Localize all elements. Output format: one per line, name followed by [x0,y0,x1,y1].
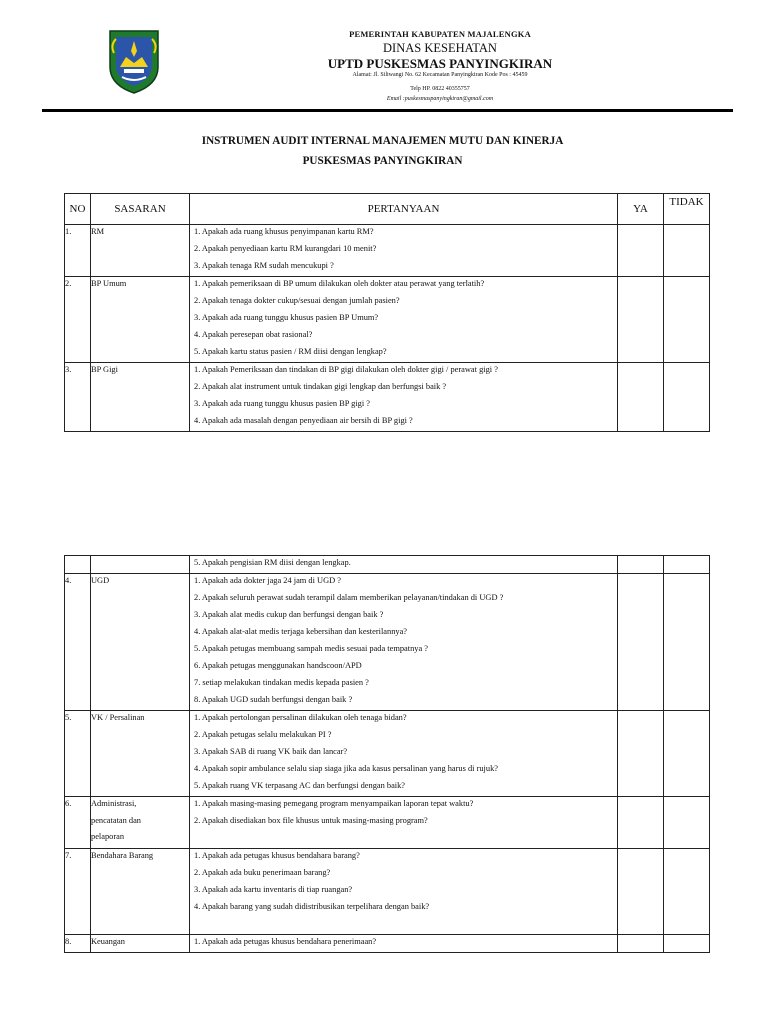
sasaran-cell [91,935,190,953]
row-number: 2. [65,277,91,363]
question-item: 2. Apakah seluruh perawat sudah terampil dalam memberikan pelayanan/tindakan di UGD ? [194,593,504,602]
question-item: 1. Apakah ada ruang khusus penyimpanan kartu RM? [194,227,374,236]
question-item: 2. Apakah tenaga dokter cukup/sesuai dengan jumlah pasien? [194,296,400,305]
question-item: 1. Apakah pemeriksaan di BP umum dilakukan oleh dokter atau perawat yang terlatih? [194,279,485,288]
row-number: 7. [65,849,91,935]
row-number: 6. [65,797,91,849]
question-item: 5. Apakah petugas membuang sampah medis sesuai pada tempatnya ? [194,644,428,653]
answer-ya-cell[interactable] [618,797,664,849]
answer-ya-cell[interactable] [618,711,664,797]
address-line: Alamat: Jl. Siliwangi No. 62 Kecamatan Panyingkiran Kode Pos : 45459 [352,72,528,78]
question-list [190,363,618,432]
sasaran-label: Administrasi, [91,799,137,808]
question-list [190,277,618,363]
question-list [190,574,618,711]
question-item: 3. Apakah SAB di ruang VK baik dan lancar? [194,747,348,756]
institution-name: UPTD PUSKESMAS PANYINGKIRAN [327,56,553,71]
question-item: 4. Apakah peresepan obat rasional? [194,330,313,339]
question-list [190,849,618,935]
sasaran-cell [91,849,190,935]
document-subtitle: PUSKESMAS PANYINGKIRAN [302,155,463,167]
email-line: Email :puskesmaspanyingkiran@gmail.com [386,96,494,102]
answer-ya-cell[interactable] [618,849,664,935]
majalengka-emblem-icon [106,27,162,95]
table-row [65,225,710,277]
audit-table-page2 [64,555,710,953]
answer-tidak-cell[interactable] [664,711,710,797]
column-header-tidak: TIDAK [664,194,710,225]
table-row [65,277,710,363]
row-number: 4. [65,574,91,711]
sasaran-label: pelaporan [91,832,125,842]
question-item: 1. Apakah ada petugas khusus bendahara barang? [194,851,360,860]
sasaran-label [91,556,189,573]
question-item [190,831,617,848]
question-item: 3. Apakah ada ruang tunggu khusus pasien BP Umum? [194,313,379,322]
audit-table-page1 [64,193,710,432]
question-item: 3. Apakah ada kartu inventaris di tiap ruangan? [194,885,353,894]
question-item: 4. Apakah alat-alat medis terjaga kebersihan dan kesterilannya? [194,627,408,636]
question-item: 6. Apakah petugas menggunakan handscoon/APD [194,661,362,670]
row-number [65,556,91,574]
row-number: 1. [65,225,91,277]
sasaran-label: VK / Persalinan [91,713,145,722]
answer-tidak-cell[interactable] [664,574,710,711]
table-row [65,797,710,849]
letterhead [0,0,768,112]
question-item: 1. Apakah ada petugas khusus bendahara penerimaan? [194,937,377,946]
question-item: 5. Apakah ruang VK terpasang AC dan berfungsi dengan baik? [194,781,406,790]
column-header-no: NO [65,194,91,225]
sasaran-label: Keuangan [91,937,125,946]
question-item: 5. Apakah pengisian RM diisi dengan lengkap. [194,558,351,567]
question-item: 2. Apakah penyediaan kartu RM kurangdari 10 menit? [194,244,377,253]
answer-tidak-cell[interactable] [664,797,710,849]
question-item: 1. Apakah ada dokter jaga 24 jam di UGD ? [194,576,341,585]
sasaran-cell [91,363,190,432]
header-divider [42,109,733,112]
question-item: 3. Apakah ada ruang tunggu khusus pasien BP gigi ? [194,399,371,408]
question-list [190,711,618,797]
table-row [65,363,710,432]
answer-tidak-cell[interactable] [664,849,710,935]
question-item: 4. Apakah barang yang sudah didistribusikan terpelihara dengan baik? [194,902,430,911]
question-item: 4. Apakah sopir ambulance selalu siap siaga jika ada kasus persalinan yang harus di rujuk? [194,764,498,773]
question-item [190,917,617,934]
table-row [65,574,710,711]
answer-ya-cell[interactable] [618,574,664,711]
sasaran-label: pencatatan dan [91,815,141,825]
sasaran-cell [91,225,190,277]
table-row [65,849,710,935]
answer-ya-cell[interactable] [618,363,664,432]
question-item: 2. Apakah disediakan box file khusus untuk masing-masing program? [194,816,428,825]
sasaran-cell [91,574,190,711]
answer-tidak-cell[interactable] [664,935,710,953]
sasaran-label: BP Gigi [91,365,118,374]
question-item: 1. Apakah masing-masing pemegang program menyampaikan laporan tepat waktu? [194,799,474,808]
answer-tidak-cell[interactable] [664,556,710,574]
question-item: 2. Apakah petugas selalu melakukan PI ? [194,730,332,739]
column-header-sasaran: SASARAN [91,194,190,225]
table-row [65,711,710,797]
sasaran-cell [91,797,190,849]
question-item: 7. setiap melakukan tindakan medis kepada pasien ? [194,678,369,687]
question-item: 2. Apakah alat instrument untuk tindakan gigi lengkap dan berfungsi baik ? [194,382,447,391]
question-item: 3. Apakah tenaga RM sudah mencukupi ? [194,261,334,270]
agency-name: DINAS KESEHATAN [383,41,497,55]
question-item: 5. Apakah kartu status pasien / RM diisi dengan lengkap? [194,347,387,356]
question-item: 1. Apakah pertolongan persalinan dilakukan oleh tenaga bidan? [194,713,407,722]
question-item: 4. Apakah ada masalah dengan penyediaan air bersih di BP gigi ? [194,416,413,425]
government-name: PEMERINTAH KABUPATEN MAJALENGKA [349,29,531,39]
sasaran-label: Bendahara Barang [91,851,154,860]
answer-ya-cell[interactable] [618,225,664,277]
row-number: 8. [65,935,91,953]
answer-ya-cell[interactable] [618,556,664,574]
row-number: 3. [65,363,91,432]
sasaran-cell [91,556,190,574]
answer-ya-cell[interactable] [618,935,664,953]
table-row [65,935,710,953]
sasaran-label: UGD [91,576,110,585]
sasaran-label: RM [91,227,105,236]
question-item: 2. Apakah ada buku penerimaan barang? [194,868,331,877]
phone-line: Telp HP. 0822 40355757 [410,86,470,92]
question-list [190,225,618,277]
sasaran-cell [91,277,190,363]
sasaran-cell [91,711,190,797]
sasaran-label: BP Umum [91,279,127,288]
answer-tidak-cell[interactable] [664,225,710,277]
question-list [190,797,618,849]
answer-tidak-cell[interactable] [664,363,710,432]
row-number: 5. [65,711,91,797]
question-list [190,556,618,574]
table-row [65,556,710,574]
question-item: 8. Apakah UGD sudah berfungsi dengan baik ? [194,695,353,704]
answer-ya-cell[interactable] [618,277,664,363]
answer-tidak-cell[interactable] [664,277,710,363]
column-header-ya: YA [618,194,664,225]
question-list [190,935,618,953]
question-item: 3. Apakah alat medis cukup dan berfungsi dengan baik ? [194,610,384,619]
document-title: INSTRUMEN AUDIT INTERNAL MANAJEMEN MUTU DAN KINERJA [201,135,564,147]
column-header-pertanyaan: PERTANYAAN [190,194,618,225]
question-item: 1. Apakah Pemeriksaan dan tindakan di BP gigi dilakukan oleh dokter gigi / perawat gigi ? [194,365,498,374]
